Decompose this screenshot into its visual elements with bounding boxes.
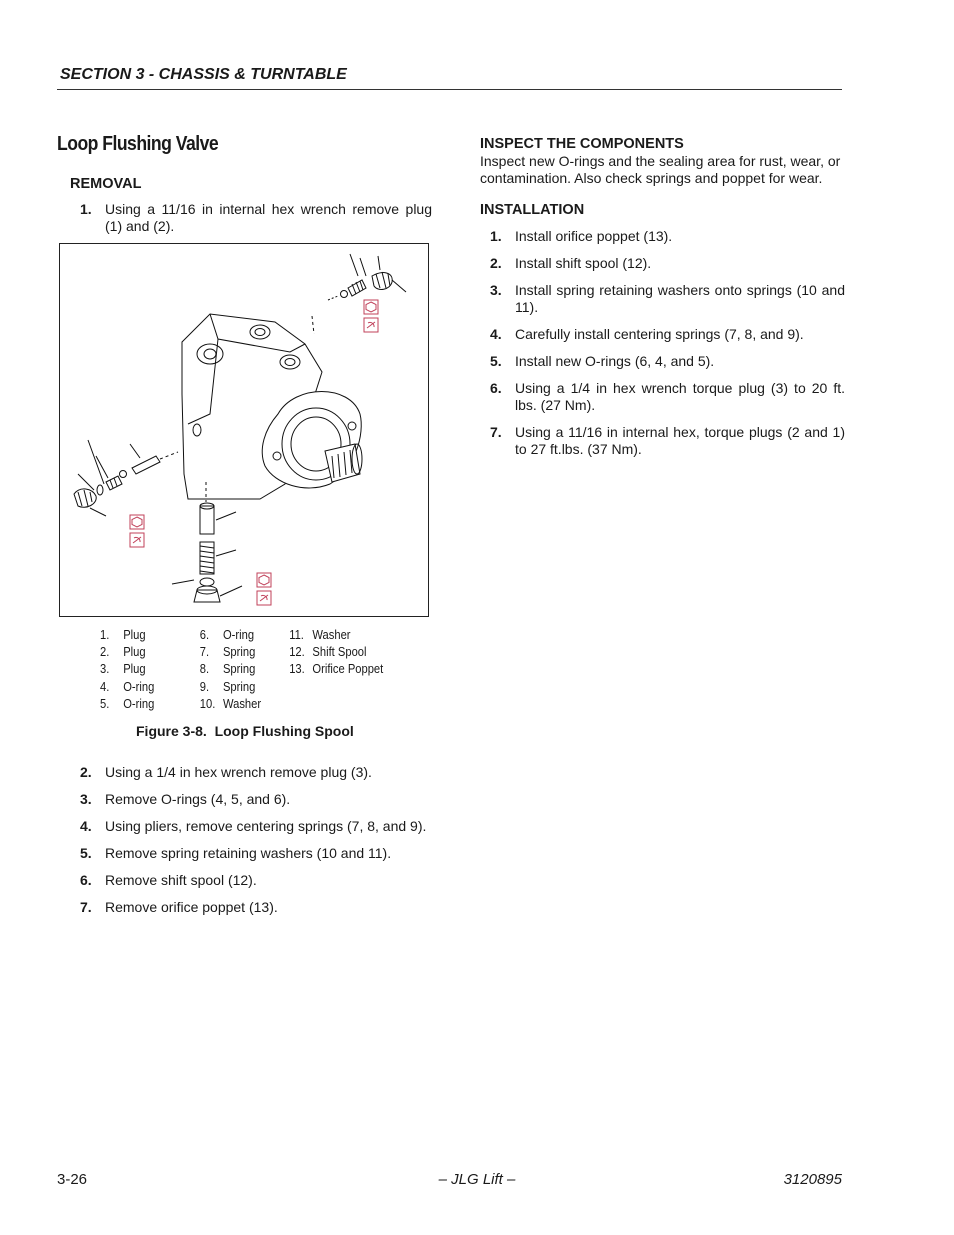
step-number: 1. xyxy=(80,201,92,217)
legend-item: 13. Orifice Poppet xyxy=(289,661,384,677)
legend-item: 7. Spring xyxy=(199,644,256,660)
installation-step: 7. Using a 11/16 in internal hex, torque plugs (2 and 1) to 27 ft.lbs. (37 Nm). xyxy=(490,424,845,457)
removal-heading: REMOVAL xyxy=(70,176,142,192)
left-parts xyxy=(74,440,178,516)
exploded-view-illustration xyxy=(60,244,430,618)
removal-step: 7. Remove orifice poppet (13). xyxy=(80,899,278,915)
installation-step: 3. Install spring retaining washers onto springs (10 and 11). xyxy=(490,282,845,315)
legend-column xyxy=(289,626,383,678)
legend-column xyxy=(100,626,154,712)
installation-heading: INSTALLATION xyxy=(480,202,585,218)
inspect-text: Inspect new O-rings and the sealing area for rust, wear, or contamination. Also check springs and poppet for wear. xyxy=(480,153,841,186)
document-number: 3120895 xyxy=(783,1171,842,1188)
legend-item: 3. Plug xyxy=(100,661,146,677)
hex-wrench-icon xyxy=(257,573,271,587)
installation-step: 5. Install new O-rings (6, 4, and 5). xyxy=(490,353,715,369)
legend-item: 2. Plug xyxy=(100,644,146,660)
figure-caption: Figure 3-8. Loop Flushing Spool xyxy=(136,723,354,739)
section-header: SECTION 3 - CHASSIS & TURNTABLE xyxy=(60,66,347,83)
legend-item: 1. Plug xyxy=(100,627,146,642)
installation-step: 1. Install orifice poppet (13). xyxy=(490,228,673,244)
legend-item: 12. Shift Spool xyxy=(289,644,367,660)
right-column xyxy=(480,136,845,468)
removal-step: 4. Using pliers, remove centering springs (7, 8, and 9). xyxy=(80,818,427,834)
installation-step: 6. Using a 1/4 in hex wrench torque plug (3) to 20 ft. lbs. (27 Nm). xyxy=(490,380,845,413)
step-text: Using a 11/16 in internal hex wrench remove plug (1) and (2). xyxy=(105,201,432,234)
installation-steps xyxy=(490,228,845,458)
page-number: 3-26 xyxy=(57,1171,88,1188)
legend-item: 6. O-ring xyxy=(199,627,255,642)
left-column xyxy=(57,133,432,245)
removal-step: 6. Remove shift spool (12). xyxy=(80,872,257,888)
legend-item: 5. O-ring xyxy=(100,695,155,711)
torque-icon xyxy=(257,591,271,605)
legend-column xyxy=(200,626,261,712)
removal-step: 3. Remove O-rings (4, 5, and 6). xyxy=(80,791,291,807)
installation-step: 2. Install shift spool (12). xyxy=(490,255,652,271)
header-divider xyxy=(57,89,842,90)
removal-step: 2. Using a 1/4 in hex wrench remove plug (3). xyxy=(80,764,372,780)
bottom-parts xyxy=(172,482,242,602)
removal-step-1 xyxy=(80,201,432,235)
hex-wrench-icon xyxy=(130,515,144,529)
torque-icon xyxy=(130,533,144,547)
installation-step: 4. Carefully install centering springs (7, 8, and 9). xyxy=(490,326,804,342)
removal-step: 5. Remove spring retaining washers (10 and 11). xyxy=(80,845,392,861)
hex-wrench-icon xyxy=(364,300,378,314)
drive-shaft xyxy=(325,444,360,482)
legend-item: 8. Spring xyxy=(199,661,256,677)
legend-item: 9. Spring xyxy=(199,678,256,694)
top-right-parts xyxy=(312,254,406,334)
torque-icon xyxy=(364,318,378,332)
legend-item: 11. Washer xyxy=(289,627,351,642)
legend-item: 4. O-ring xyxy=(100,678,155,694)
removal-steps xyxy=(80,764,432,926)
footer-brand: – JLG Lift – xyxy=(438,1171,516,1188)
loop-flushing-spool-figure xyxy=(59,243,429,617)
page-title: Loop Flushing Valve xyxy=(57,133,219,155)
inspect-heading: INSPECT THE COMPONENTS xyxy=(480,136,684,152)
legend-item: 10. Washer xyxy=(199,695,262,711)
